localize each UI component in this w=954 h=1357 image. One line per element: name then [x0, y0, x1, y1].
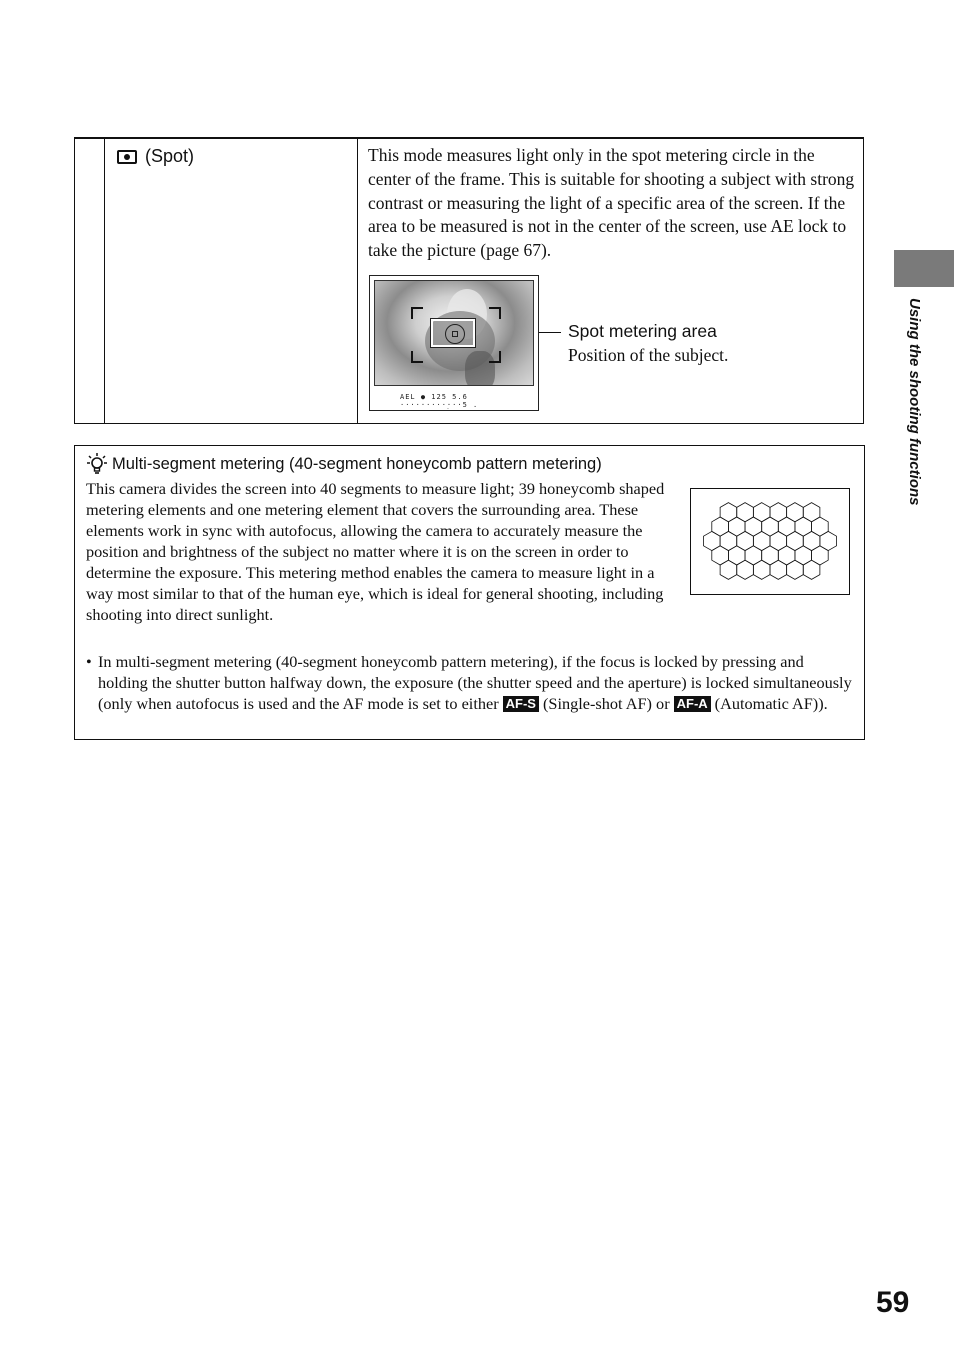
honeycomb-cell — [812, 546, 829, 565]
page-number: 59 — [876, 1286, 910, 1319]
honeycomb-cell — [778, 517, 795, 536]
honeycomb-cell — [795, 546, 812, 565]
honeycomb-cell — [787, 560, 804, 579]
honeycomb-cell — [778, 546, 795, 565]
bullet-dot: • — [86, 652, 92, 671]
viewfinder-image — [374, 280, 534, 386]
spot-mode-text: (Spot) — [145, 146, 195, 166]
honeycomb-cell — [720, 531, 737, 550]
honeycomb-cell — [753, 560, 770, 579]
honeycomb-grid — [691, 489, 849, 594]
viewfinder-status-bar: AEL ● 125 5.6 ·········̣···5 . — [400, 393, 479, 409]
af-s-badge-icon: AF-S — [503, 696, 539, 712]
honeycomb-cell — [737, 560, 754, 579]
tip-heading-text: Multi-segment metering (40-segment honeycomb pattern metering) — [112, 454, 602, 473]
af-frame-corner — [411, 307, 423, 319]
honeycomb-cell — [712, 517, 729, 536]
spot-mode-label — [117, 146, 194, 167]
section-side-label: Using the shooting functions — [906, 298, 923, 506]
honeycomb-cell — [787, 531, 804, 550]
honeycomb-cell — [803, 531, 820, 550]
lightbulb-icon — [87, 453, 107, 475]
spot-metering-area-marker — [431, 319, 475, 347]
honeycomb-cell — [803, 503, 820, 522]
spot-metering-table — [74, 137, 864, 424]
callout-title: Spot metering area — [568, 321, 717, 341]
honeycomb-cell — [803, 560, 820, 579]
honeycomb-cell — [812, 517, 829, 536]
section-tab-marker — [894, 250, 954, 287]
honeycomb-cell — [720, 503, 737, 522]
tip-body-text: This camera divides the screen into 40 segments to measure light; 39 honeycomb shaped metering elements and one metering element that covers the surrounding area. These elements work in sync with autofocus, allowing the camera to accurately measure the position and brightness of the subject no matter where it is on the screen in order to determine the exposure. This metering method enables the camera to measure light in a way most similar to that of the human eye, which is ideal for general shooting, including shooting into direct sunlight. — [86, 479, 665, 624]
honeycomb-cell — [728, 546, 745, 565]
spot-mode-description: This mode measures light only in the spot metering circle in the center of the frame. This is suitable for shooting a subject with strong contrast or measuring the light of a specific area of the screen. If the area to be measured is not in the center of the screen, use AE lock to take the picture (page 67). — [368, 145, 855, 261]
af-a-badge-icon: AF-A — [674, 696, 711, 712]
honeycomb-cell — [770, 560, 787, 579]
column-divider — [357, 139, 358, 423]
honeycomb-cell — [728, 517, 745, 536]
honeycomb-cell — [787, 503, 804, 522]
honeycomb-cell — [762, 517, 779, 536]
callout-subtitle: Position of the subject. — [568, 345, 729, 365]
bullet-text-part1: In multi-segment metering (40-segment honeycomb pattern metering), if the focus is locked by pressing and holding the shutter button halfway down, the exposure (the shutter speed and the aperture) is locked simultaneously (only when autofocus is used and the AF mode is set to either — [98, 652, 852, 713]
honeycomb-pattern-diagram — [690, 488, 850, 595]
honeycomb-cell — [703, 531, 720, 550]
af-frame-corner — [489, 351, 501, 363]
spot-metering-icon — [117, 150, 137, 164]
honeycomb-cell — [753, 503, 770, 522]
tip-box — [74, 445, 865, 740]
bullet-text-part3: (Automatic AF)). — [714, 694, 828, 713]
honeycomb-cell — [720, 560, 737, 579]
honeycomb-cell — [770, 503, 787, 522]
callout-line — [539, 332, 561, 333]
viewfinder-illustration — [369, 275, 539, 411]
honeycomb-cell — [820, 531, 837, 550]
honeycomb-cell — [762, 546, 779, 565]
tip-heading — [87, 453, 602, 475]
honeycomb-cell — [737, 503, 754, 522]
af-frame-corner — [489, 307, 501, 319]
honeycomb-cell — [745, 546, 762, 565]
honeycomb-cell — [770, 531, 787, 550]
af-frame-corner — [411, 351, 423, 363]
honeycomb-cell — [745, 517, 762, 536]
honeycomb-cell — [712, 546, 729, 565]
honeycomb-cell — [737, 531, 754, 550]
honeycomb-cell — [753, 531, 770, 550]
column-divider — [104, 139, 105, 423]
honeycomb-cell — [795, 517, 812, 536]
bullet-text-part2: (Single-shot AF) or — [542, 694, 670, 713]
tip-bullet-item — [86, 651, 856, 714]
